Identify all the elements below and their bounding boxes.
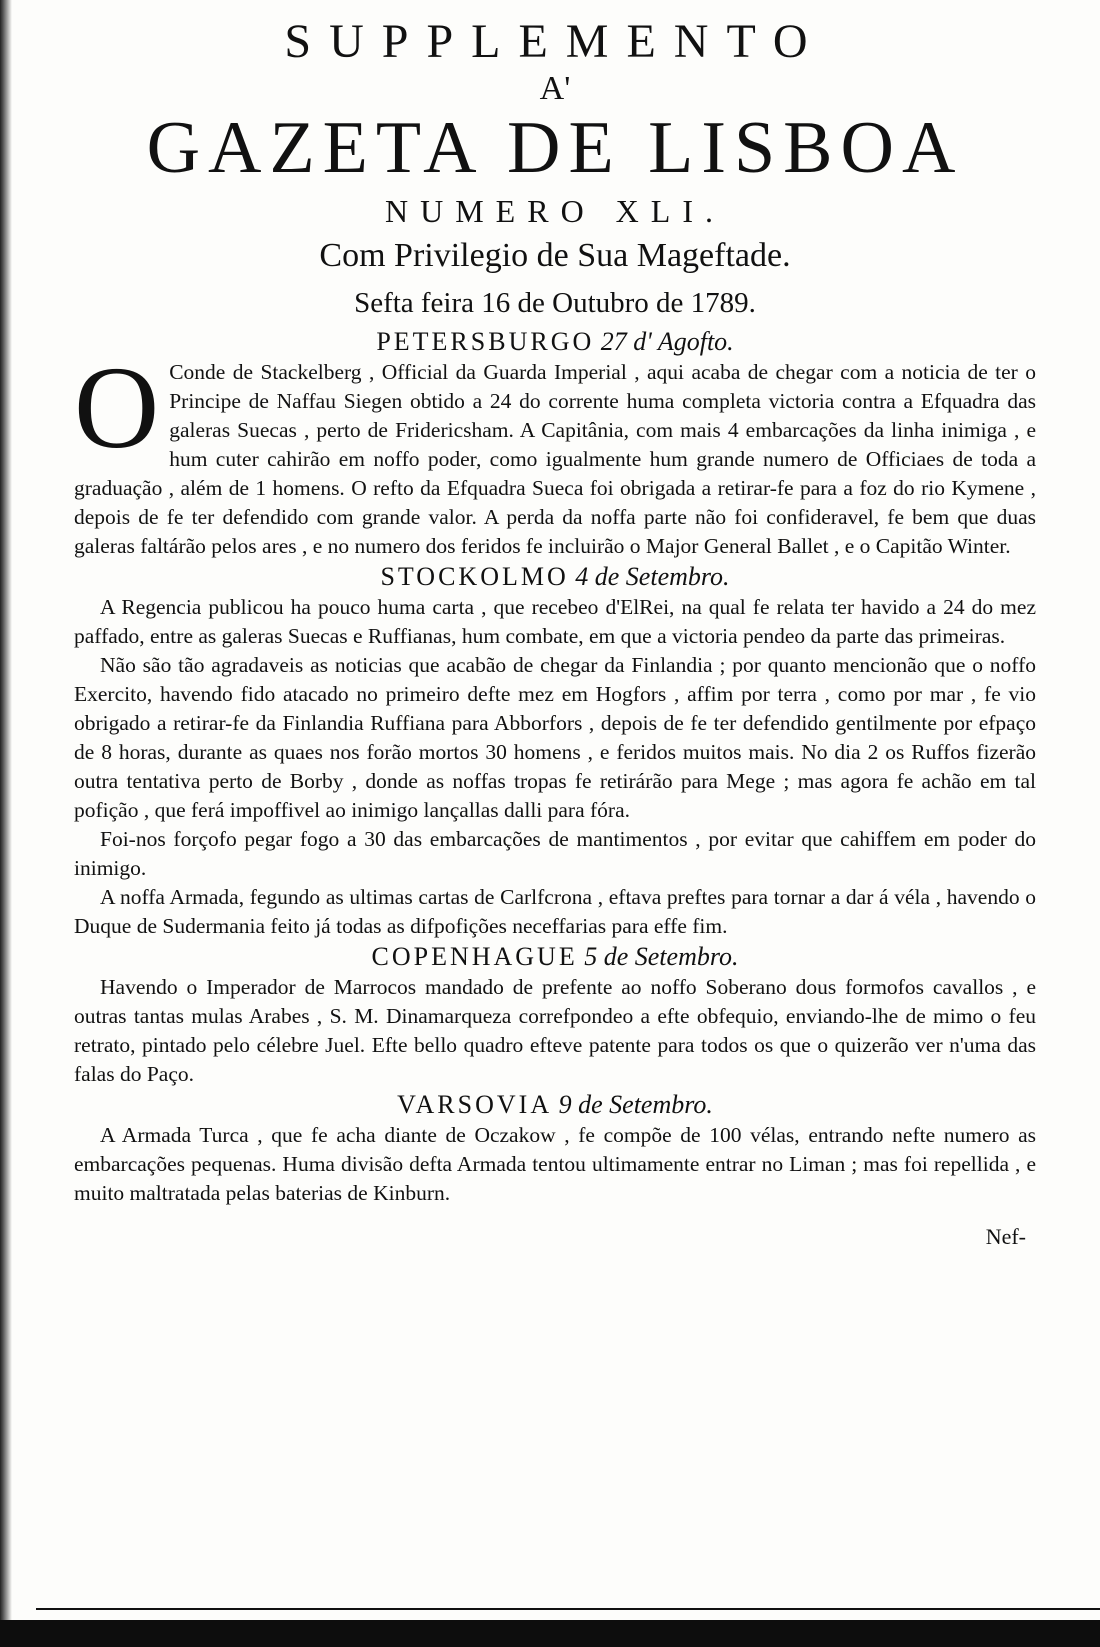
supplement-to-word: A' xyxy=(539,70,571,107)
catchword: Nef- xyxy=(985,1224,1026,1249)
article-paragraph: A Armada Turca , que fe acha diante de Oczakow , fe compõe de 100 vélas, entrando nefte numero as embarcações pequenas. Huma divisão defta Armada tentou ultimamente entrar no Liman ; mas foi repellida , e muito maltratada pelas baterias de Kinburn. xyxy=(74,1123,1036,1205)
newspaper-title: GAZETA DE LISBOA xyxy=(146,107,964,189)
scan-bottom-edge xyxy=(0,1620,1100,1647)
page-content xyxy=(74,12,1036,1252)
article-petersburgo xyxy=(74,326,1036,561)
dateline-city: COPENHAGUE xyxy=(371,942,578,971)
dateline-date: 5 de Setembro. xyxy=(584,942,739,971)
article-stockolmo xyxy=(74,561,1036,941)
drop-cap-letter: O xyxy=(74,342,160,473)
article-dateline xyxy=(74,326,1036,358)
article-varsovia xyxy=(74,1089,1036,1208)
masthead xyxy=(74,12,1036,326)
article-copenhague xyxy=(74,941,1036,1089)
dateline-date: 9 de Setembro. xyxy=(558,1090,713,1119)
page-left-edge-shadow xyxy=(0,0,14,1647)
dateline-city: STOCKOLMO xyxy=(380,562,569,591)
article-paragraph: Foi-nos forçofo pegar fogo a 30 das embarcações de mantimentos , por evitar que cahiffem em poder do inimigo. xyxy=(74,827,1036,880)
dateline-date: 4 de Setembro. xyxy=(575,562,730,591)
issue-date: Sefta feira 16 de Outubro de 1789. xyxy=(354,287,756,319)
issue-number: NUMERO XLI. xyxy=(385,193,725,229)
article-paragraph: Não são tão agradaveis as noticias que acabão de chegar da Finlandia ; por quanto mencionão que o noffo Exercito, havendo fido atacado no primeiro defte mez em Hogfors , affim por terra , como por mar , fe vio obrigado a retirar-fe da Finlandia Ruffiana para Abborfors , depois de fe ter defendido gentilmente por efpaço de 8 horas, durante as quaes nos forão mortos 30 homens , e feridos muitos mais. No dia 2 os Ruffos fizerão outra tentativa perto de Borby , donde as noffas tropas fe retirárão para Mege ; mas agora fe achão em tal pofição , que ferá impoffivel ao inimigo lançallas dalli para fóra. xyxy=(74,653,1036,822)
article-paragraph: A Regencia publicou ha pouco huma carta , que recebeo d'ElRei, na qual fe relata ter havido a 24 do mez paffado, entre as galeras Suecas e Ruffianas, hum combate, em que a victoria pendeo da parte das primeiras. xyxy=(74,595,1036,648)
dateline-date: 27 d' Agofto. xyxy=(600,327,734,356)
dateline-city: PETERSBURGO xyxy=(376,327,595,356)
article-paragraph: Conde de Stackelberg , Official da Guarda Imperial , aqui acaba de chegar com a noticia de ter o Principe de Naffau Siegen obtido a 24 do corrente huma completa victoria contra a Efquadra das galeras Suecas , perto de Fridericsham. A Capitânia, com mais 4 embarcações da linha inimiga , e hum cuter cahirão em noffo poder, como igualmente hum grande numero de Officiaes de toda a graduação , além de 1 homens. O refto da Efquadra Sueca foi obrigada a retirar-fe para a foz do rio Kymene , depois de fe ter defendido com grande valor. A perda da noffa parte não foi confideravel, fe bem que duas galeras faltárão pelos ares , e no numero dos feridos fe incluirão o Major General Ballet , e o Capitão Winter. xyxy=(74,360,1036,558)
article-paragraph: Havendo o Imperador de Marrocos mandado de prefente ao noffo Soberano dous formofos cavallos , e outras tantas mulas Arabes , S. M. Dinamarqueza correfpondeo a efte obfequio, enviando-lhe de mimo o feu retrato, pintado pelo célebre Juel. Efte bello quadro efteve patente para todos os que o quizerão ver n'uma das falas do Paço. xyxy=(74,975,1036,1086)
article-dateline xyxy=(74,561,1036,593)
royal-privilege-line: Com Privilegio de Sua Mageftade. xyxy=(319,237,791,274)
article-dateline xyxy=(74,1089,1036,1121)
bottom-rule xyxy=(36,1608,1100,1610)
article-body xyxy=(74,342,1036,561)
article-dateline xyxy=(74,941,1036,973)
supplement-heading: SUPPLEMENTO xyxy=(284,15,826,68)
dateline-city: VARSOVIA xyxy=(397,1090,553,1119)
article-paragraph: A noffa Armada, fegundo as ultimas cartas de Carlfcrona , eftava preftes para tornar a dar á véla , havendo o Duque de Sudermania feito já todas as difpofições neceffarias para effe fim. xyxy=(74,885,1036,938)
